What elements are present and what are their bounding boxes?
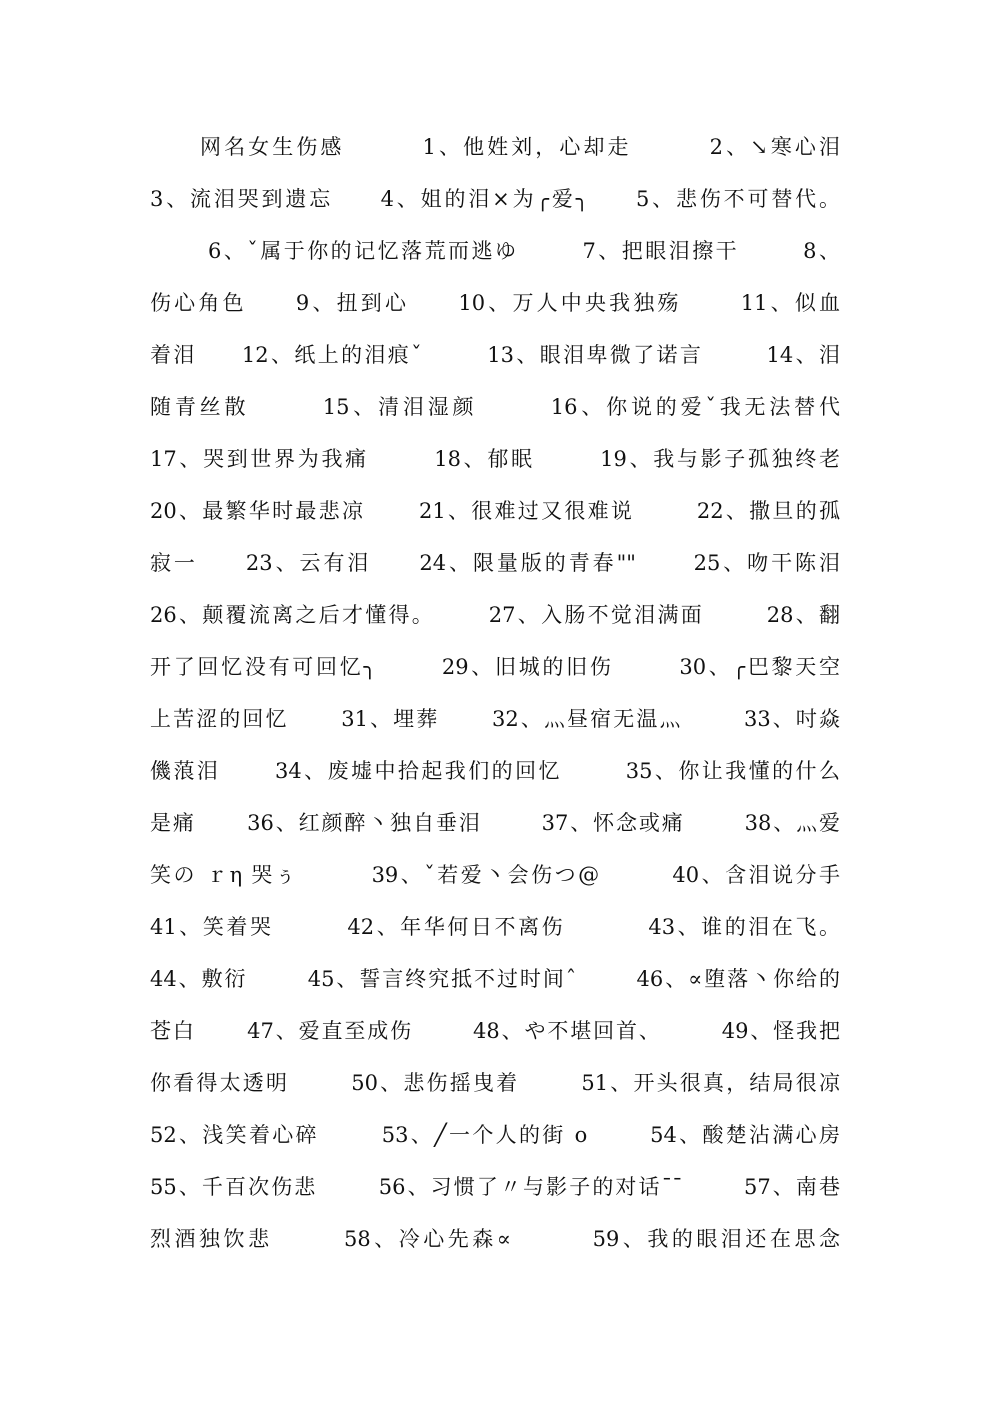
text-line: 3、流泪哭到遗忘 4、姐的泪×为╭爱╮ 5、悲伤不可替代。	[150, 187, 840, 211]
text-line: 你看得太透明 50、悲伤摇曳着 51、开头很真，结局很凉	[150, 1071, 840, 1095]
text-line: 20、最繁华时最悲凉 21、很难过又很难说 22、撒旦的孤	[150, 499, 840, 523]
text-line: 开了回忆没有可回忆╮ 29、旧城的旧伤 30、╭巴黎天空	[150, 655, 840, 679]
text-line: 苍白 47、爱直至成伤 48、や不堪回首、 49、怪我把	[150, 1019, 840, 1043]
text-line: 烈酒独饮悲 58、冷心先森∝ 59、我的眼泪还在思念	[150, 1227, 840, 1251]
text-line: 僟蒗泪 34、废墟中拾起我们的回忆 35、你让我懂的什么	[150, 759, 840, 783]
text-line: 寂一 23、云有泪 24、限量版的青春"" 25、吻干陈泪	[150, 551, 840, 575]
text-line: 上苦涩的回忆 31、埋葬 32、灬昼宿无温灬 33、吋焱	[150, 707, 840, 731]
text-line: 52、浅笑着心碎 53、╱一个人的街 ο 54、酸楚沾满心房	[150, 1123, 840, 1147]
text-line: 41、笑着哭 42、年华何日不离伤 43、谁的泪在飞。	[150, 915, 840, 939]
text-line: 6、ˇ属于你的记忆落荒而逃ゆ 7、把眼泪擦干 8、	[208, 239, 840, 263]
text-line: 着泪 12、纸上的泪痕ˇ 13、眼泪卑微了诺言 14、泪	[150, 343, 840, 367]
text-line: 26、颠覆流离之后才懂得。 27、入肠不觉泪满面 28、翻	[150, 603, 840, 627]
text-line: 伤心角色 9、扭到心 10、万人中央我独殇 11、似血	[150, 291, 840, 315]
text-line: 55、千百次伤悲 56、习惯了〃与影子的对话ˉˉ 57、南巷	[150, 1175, 840, 1199]
text-line: 17、哭到世界为我痛 18、郁眠 19、我与影子孤独终老	[150, 447, 840, 471]
text-line: 网名女生伤感 1、他姓刘，心却走 2、↘寒心泪	[200, 135, 840, 159]
text-line: 随青丝散 15、清泪湿颜 16、你说的爱ˇ我无法替代	[150, 395, 840, 419]
text-line: 是痛 36、红颜醉丶独自垂泪 37、怀念或痛 38、灬爱	[150, 811, 840, 835]
text-line: 44、敷衍 45、誓言终究抵不过时间ˆ 46、∝堕落丶你给的	[150, 967, 840, 991]
document-body	[150, 121, 840, 1265]
text-line: 笑の ｒη 哭ぅ 39、ˇ若爱丶会伤つ@ 40、含泪说分手	[150, 863, 840, 887]
